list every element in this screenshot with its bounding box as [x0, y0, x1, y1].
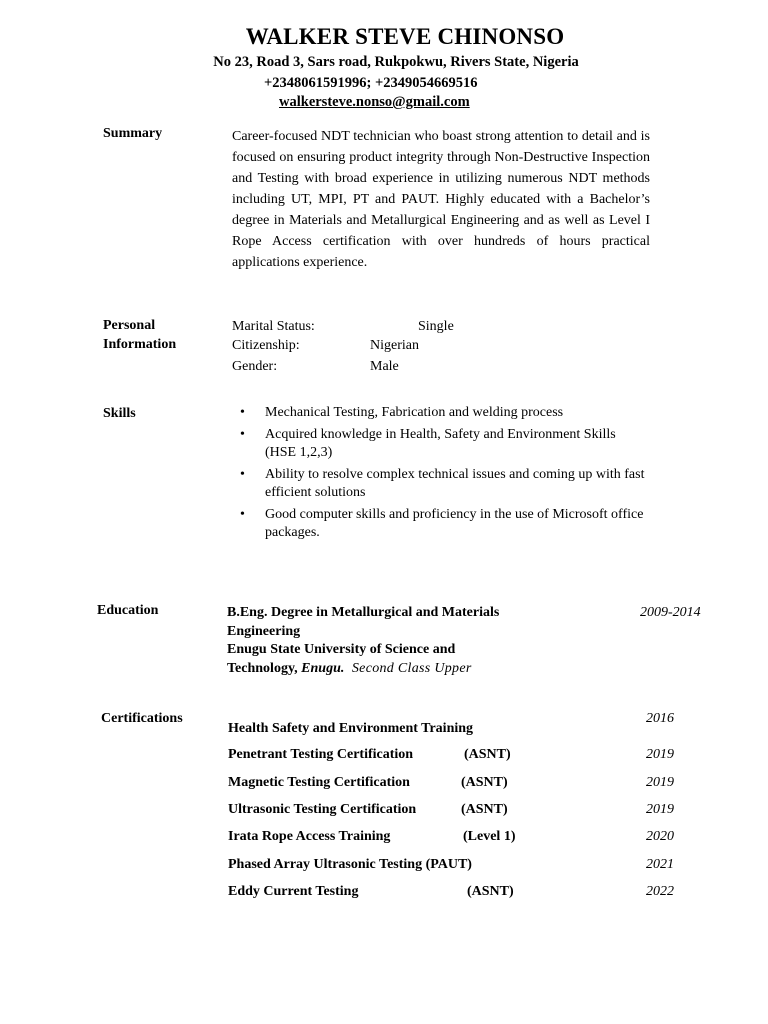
- email-link[interactable]: walkersteve.nonso@gmail.com: [279, 94, 470, 110]
- marital-status-value: Single: [418, 319, 454, 334]
- skill-item: [238, 466, 648, 502]
- cert-year: 2016: [646, 711, 674, 726]
- marital-status-key: Marital Status:: [232, 319, 315, 334]
- cert-title: Penetrant Testing Certification: [228, 747, 414, 762]
- bullet-icon: •: [240, 507, 245, 522]
- gender-value: Male: [370, 359, 399, 374]
- personal-label-line1: Personal: [103, 318, 156, 333]
- gender-key: Gender:: [232, 359, 278, 374]
- school-city-prefix: Technology,: [227, 661, 298, 676]
- skills-label: Skills: [103, 406, 136, 421]
- bullet-icon: •: [240, 405, 245, 420]
- cert-year: 2019: [646, 747, 674, 762]
- cert-year: 2020: [646, 829, 674, 844]
- cert-body: (Level 1): [463, 829, 516, 844]
- education-years: 2009-2014: [640, 605, 701, 620]
- bullet-icon: •: [240, 467, 245, 482]
- cert-body: (ASNT): [467, 884, 514, 899]
- skill-item: [238, 404, 648, 422]
- cert-year: 2019: [646, 775, 674, 790]
- cert-body: (ASNT): [464, 747, 511, 762]
- education-label: Education: [97, 603, 159, 618]
- citizenship-value: Nigerian: [370, 338, 419, 353]
- summary-label: Summary: [103, 126, 163, 141]
- cert-title: Health Safety and Environment Training: [228, 721, 474, 736]
- phone-numbers: +2348061591996; +2349054669516: [264, 75, 478, 91]
- skill-text: Acquired knowledge in Health, Safety and Environment Skills (HSE 1,2,3): [265, 427, 616, 460]
- school-line2: [227, 660, 472, 679]
- cert-year: 2021: [646, 857, 674, 872]
- skills-list: [238, 404, 648, 546]
- summary-text: Career-focused NDT technician who boast strong attention to detail and is focused on ensuring product integrity through Non-Destructive Inspection and Testing with broad experience in utilizing numerous NDT methods including UT, MPI, PT and PAUT. Highly educated with a Bachelor’s degree in Materials and Metallurgical Engineering and as well as Level I Rope Access certification with over hundreds of hours practical applications experience.: [232, 129, 650, 270]
- cert-year: 2019: [646, 802, 674, 817]
- citizenship-key: Citizenship:: [232, 338, 300, 353]
- personal-label-line2: Information: [103, 337, 177, 352]
- skill-text: Mechanical Testing, Fabrication and welding process: [265, 405, 564, 420]
- cert-title: Eddy Current Testing: [228, 884, 359, 899]
- bullet-icon: •: [240, 427, 245, 442]
- degree-class: Second Class Upper: [351, 661, 472, 676]
- cert-body: (ASNT): [461, 775, 508, 790]
- cert-title: Ultrasonic Testing Certification: [228, 802, 417, 817]
- address: No 23, Road 3, Sars road, Rukpokwu, Rivers State, Nigeria: [213, 54, 579, 70]
- school-city: Enugu.: [301, 661, 345, 676]
- cert-year: 2022: [646, 884, 674, 899]
- degree-line1: B.Eng. Degree in Metallurgical and Materials: [227, 605, 500, 620]
- cert-title: Irata Rope Access Training: [228, 829, 391, 844]
- certifications-label: Certifications: [101, 711, 183, 726]
- cert-title: Magnetic Testing Certification: [228, 775, 410, 790]
- skill-text: Good computer skills and proficiency in the use of Microsoft office packages.: [265, 507, 644, 540]
- cert-body: (ASNT): [461, 802, 508, 817]
- cert-title: Phased Array Ultrasonic Testing (PAUT): [228, 857, 472, 872]
- skill-item: [238, 506, 648, 542]
- degree-line2: Engineering: [227, 624, 301, 639]
- school-line1: Enugu State University of Science and: [227, 642, 456, 657]
- skill-item: [238, 426, 648, 462]
- candidate-name: WALKER STEVE CHINONSO: [245, 24, 565, 49]
- skill-text: Ability to resolve complex technical issues and coming up with fast efficient solutions: [265, 467, 645, 500]
